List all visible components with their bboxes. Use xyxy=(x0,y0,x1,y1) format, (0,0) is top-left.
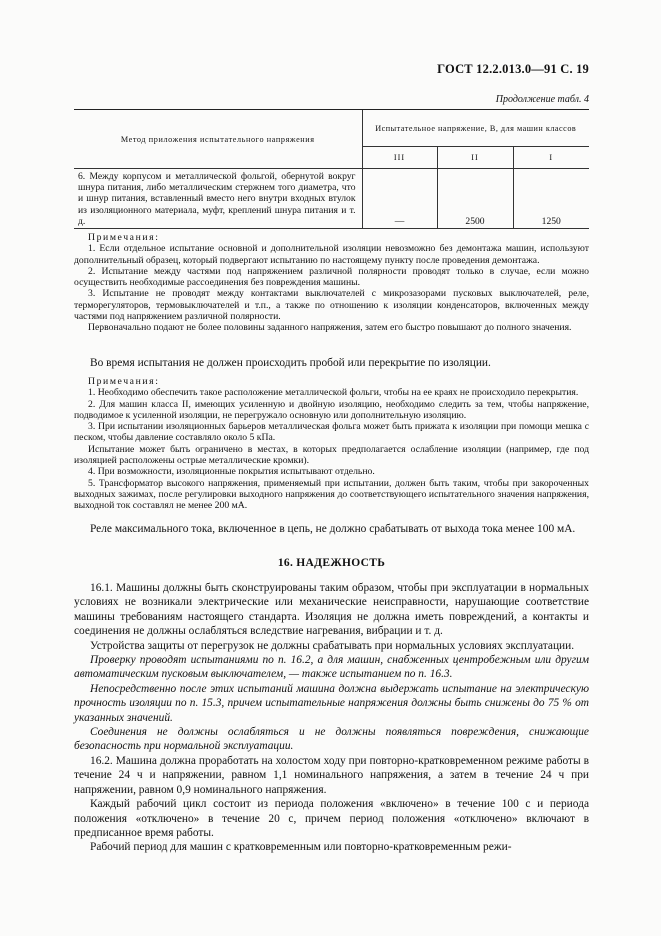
relay-text: Реле максимального тока, включенное в цепь, не должно срабатывать от выхода тока менее 100 мА. xyxy=(90,523,576,535)
class-header: II xyxy=(437,147,513,169)
notes-block-2 xyxy=(74,376,589,512)
table-cell-method: 6. Между корпусом и металлической фольгой, обернутой вокруг шнура питания, либо металлическим стержнем того диаметра, что и шнур питания, вставленный вместо него внутри входных втулок из изоляционного материала, муфт, креплений шнура питания и т. д. xyxy=(74,169,362,229)
page-header: ГОСТ 12.2.013.0—91 С. 19 xyxy=(437,62,589,76)
table-continuation-label: Продолжение табл. 4 xyxy=(495,94,589,105)
body-paragraph: 16.1. Машины должны быть сконструированы таким образом, чтобы при эксплуатации в нормальных условиях не возникали электрические или механические неисправности, нарушающие соответствие машины требованиям настоящего стандарта. Изоляция не должна иметь повреждений, а контакты и соединения не должны ослабляться вследствие нагревания, вибрации и т. д. xyxy=(74,582,589,638)
breakdown-text: Во время испытания не должен происходить пробой или перекрытие по изоляции. xyxy=(90,357,491,369)
body-paragraph: Каждый рабочий цикл состоит из периода положения «включено» в течение 100 с и периода положения «отключено» в течение 20 с, причем период положения «отключено» включают в предписанное время работы. xyxy=(74,798,589,839)
notes-title: Примечания: xyxy=(88,232,160,243)
body-paragraph: Соединения не должны ослабляться и не должны появляться повреждения, снижающие безопасность при нормальной эксплуатации. xyxy=(74,726,589,753)
body-paragraph: Проверку проводят испытаниями по п. 16.2, а для машин, снабженных центробежным или другим автоматическим пусковым выключателем, — также испытанием по п. 16.3. xyxy=(74,654,589,681)
test-voltage-table xyxy=(74,109,589,229)
note-item: 2. Для машин класса II, имеющих усиленную и двойную изоляцию, необходимо следить за тем, чтобы напряжение, подводимое к усиленной изоляции, не перегружало основную или дополнительную изоляцию. xyxy=(74,398,589,421)
breakdown-paragraph xyxy=(74,356,589,370)
body-paragraph: Устройства защиты от перегрузок не должны срабатывать при нормальных условиях эксплуатации. xyxy=(90,639,575,652)
note-paragraph: Первоначально подают не более половины заданного напряжения, затем его быстро повышают до полного значения. xyxy=(88,322,572,334)
class-header: I xyxy=(513,147,589,169)
note-item: 1. Необходимо обеспечить такое расположение металлической фольги, чтобы на ее краях не происходило перекрытия. xyxy=(88,387,579,399)
note-item: 3. При испытании изоляционных барьеров металлическая фольга может быть прижата к изоляции при помощи мешка с песком, чтобы давление составляло около 5 кПа. xyxy=(74,421,589,444)
note-item: 4. При возможности, изоляционные покрытия испытывают отдельно. xyxy=(88,466,375,478)
note-item: 2. Испытание между частями под напряжением различной полярности проводят только в случае, если можно осуществить необходимые рассоединения без повреждения машины. xyxy=(74,265,589,289)
section-body xyxy=(74,581,589,855)
table-cell-value: 2500 xyxy=(437,169,513,229)
voltage-column-header: Испытательное напряжение, В, для машин классов xyxy=(362,110,589,147)
relay-paragraph xyxy=(74,522,589,536)
class-header: III xyxy=(362,147,437,169)
section-title: 16. НАДЕЖНОСТЬ xyxy=(277,557,386,569)
notes-title: Примечания: xyxy=(88,376,160,387)
note-item: 5. Трансформатор высокого напряжения, применяемый при испытании, должен быть таким, чтобы при закороченных выходных зажимах, после регулировки выходного напряжения до соответствующего испытательного значения напряжения, выходной ток составлял не менее 200 мА. xyxy=(74,477,589,512)
note-item: 1. Если отдельное испытание основной и дополнительной изоляции невозможно без демонтажа машин, используют дополнительный образец, который подвергают испытанию по настоящему пункту после проведения демонтажа. xyxy=(74,243,589,266)
method-column-header: Метод приложения испытательного напряжения xyxy=(74,110,362,169)
table-cell-value: 1250 xyxy=(513,169,589,229)
body-paragraph: 16.2. Машина должна проработать на холостом ходу при повторно-кратковременном режиме работы в течение 24 ч и напряжении, равном 1,1 номинального напряжения, а затем в течение 24 ч при напряжении, равном 0,9 номинального напряжения. xyxy=(74,754,589,796)
body-paragraph: Рабочий период для машин с кратковременным или повторно-кратковременным режи- xyxy=(90,841,512,854)
notes-block-1 xyxy=(74,232,589,334)
body-paragraph: Непосредственно после этих испытаний машина должна выдержать испытание на электрическую прочность изоляции по п. 15.3, причем испытательные напряжения должны быть снижены до 75 % от указанных значений. xyxy=(74,682,589,724)
table-cell-value: — xyxy=(362,169,437,229)
note-item: Испытание может быть ограничено в местах, в которых предполагается ослабление изоляции (например, где под изоляцией расположены острые металлические кромки). xyxy=(74,443,589,467)
note-item: 3. Испытание не проводят между контактами выключателей с микрозазорами пусковых выключателей, реле, терморегуляторов, термовыключателей и т.п., а также по отношению к изоляции конденсаторов, включенных между частями под напряжением различной полярности. xyxy=(74,288,589,323)
